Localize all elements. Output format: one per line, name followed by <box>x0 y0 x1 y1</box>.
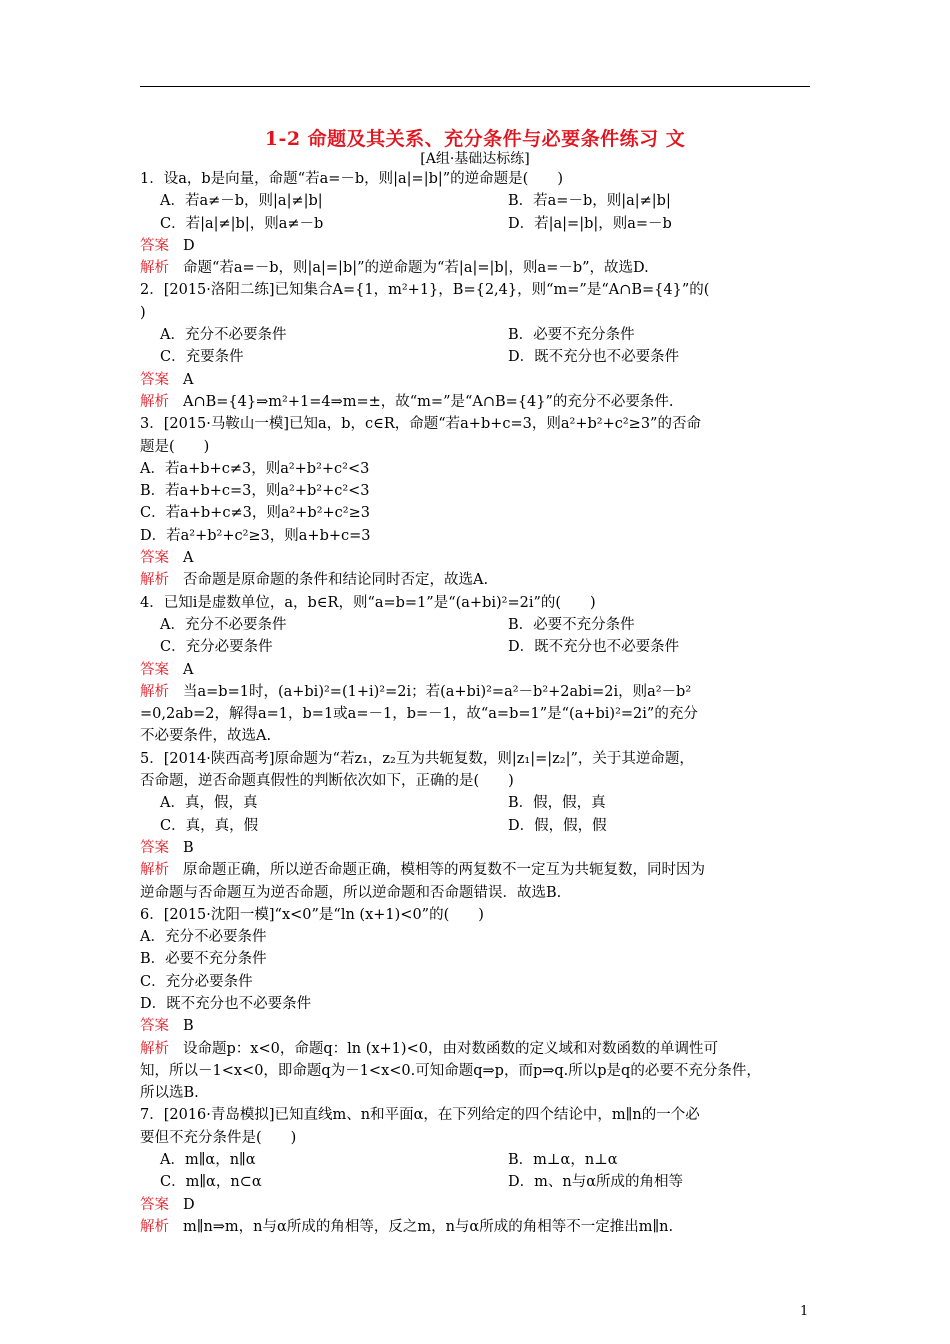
q7-option-d: D．m、n与α所成的角相等 <box>508 1174 684 1191</box>
q6-analysis-line2: 知，所以－1<x<0，即命题q为－1<x<0.可知命题q⇒p，而p⇒q.所以p是q的必要不充分条件， <box>140 1062 761 1079</box>
q5-analysis-text-1: 原命题正确，所以逆否命题正确，模相等的两复数不一定互为共轭复数，同时因为 <box>183 862 705 879</box>
q2-answer <box>140 369 810 391</box>
q5-option-d: D．假，假，假 <box>508 817 607 834</box>
q2-analysis <box>140 391 810 413</box>
answer-label: 答案 <box>140 661 169 678</box>
analysis-label: 解析 <box>140 683 169 700</box>
q7-stem-line1: 7．[2016·青岛模拟]已知直线m、n和平面α，在下列给定的四个结论中，m∥n的一个必 <box>140 1107 700 1124</box>
q7-option-a: A．m∥α，n∥α <box>160 1152 256 1169</box>
q6-stem: 6．[2015·沈阳一模]“x<0”是“ln (x+1)<0”的( ) <box>140 906 484 923</box>
answer-label: 答案 <box>140 839 169 856</box>
q1-options-ab <box>140 190 810 212</box>
q3-stem-line2: 题是( ) <box>140 438 210 455</box>
analysis-label: 解析 <box>140 260 169 277</box>
q7-answer <box>140 1194 810 1216</box>
q4-stem: 4．已知i是虚数单位，a，b∈R，则“a=b=1”是“(a+bi)²=2i”的( ) <box>140 594 596 611</box>
analysis-label: 解析 <box>140 393 169 410</box>
q6-answer-value: B <box>183 1018 194 1035</box>
answer-label: 答案 <box>140 371 169 388</box>
q2-option-a: A．充分不必要条件 <box>160 327 287 344</box>
analysis-label: 解析 <box>140 862 169 879</box>
q6-analysis-line1 <box>140 1038 810 1060</box>
q1-analysis-text: 命题“若a=－b，则|a|=|b|”的逆命题为“若|a|=|b|，则a=－b”，故选D. <box>183 260 649 277</box>
q3-option-a: A．若a+b+c≠3，则a²+b²+c²<3 <box>140 460 370 477</box>
q1-answer-value: D <box>183 237 195 254</box>
q4-answer <box>140 659 810 681</box>
q4-analysis-line3: 不必要条件，故选A. <box>140 728 272 745</box>
q2-options-cd <box>140 346 810 368</box>
q4-option-c: C．充分必要条件 <box>160 639 273 656</box>
q1-analysis <box>140 257 810 279</box>
q3-option-b: B．若a+b+c=3，则a²+b²+c²<3 <box>140 483 370 500</box>
q6-option-a: A．充分不必要条件 <box>140 929 267 946</box>
top-rule <box>140 86 810 87</box>
q1-option-d: D．若|a|=|b|，则a=－b <box>508 215 672 232</box>
q1-answer <box>140 235 810 257</box>
q4-analysis-line2: =0,2ab=2，解得a=1，b=1或a=－1，b=－1，故“a=b=1”是“(a+bi)²=2i”的充分 <box>140 706 698 723</box>
page-title: 1-2 命题及其关系、充分条件与必要条件练习 文 <box>264 128 686 150</box>
q4-analysis-text-1: 当a=b=1时，(a+bi)²=(1+i)²=2i；若(a+bi)²=a²－b²+2abi=2i，则a²－b² <box>183 683 692 700</box>
q2-option-d: D．既不充分也不必要条件 <box>508 349 680 366</box>
q7-option-c: C．m∥α，n⊂α <box>160 1174 262 1191</box>
group-heading: [A组·基础达标练] <box>420 151 530 167</box>
q6-answer <box>140 1015 810 1037</box>
q2-answer-value: A <box>183 371 194 388</box>
q7-option-b: B．m⊥α，n⊥α <box>508 1152 618 1169</box>
q5-answer <box>140 837 810 859</box>
q7-analysis-text: m∥n⇒m，n与α所成的角相等，反之m，n与α所成的角相等不一定推出m∥n. <box>183 1218 674 1235</box>
q6-analysis-line3: 所以选B. <box>140 1085 199 1102</box>
analysis-label: 解析 <box>140 1218 169 1235</box>
q3-option-c: C．若a+b+c≠3，则a²+b²+c²≥3 <box>140 505 370 522</box>
analysis-label: 解析 <box>140 572 169 589</box>
q7-stem-line2: 要但不充分条件是( ) <box>140 1129 297 1146</box>
q4-option-b: B．必要不充分条件 <box>508 616 635 633</box>
q7-options-ab <box>140 1149 810 1171</box>
q1-option-b: B．若a=－b，则|a|≠|b| <box>508 193 671 210</box>
q2-stem-line2: ) <box>140 304 146 321</box>
q1-option-a: A．若a≠－b，则|a|≠|b| <box>160 193 323 210</box>
q4-option-d: D．既不充分也不必要条件 <box>508 639 680 656</box>
q2-options-ab <box>140 324 810 346</box>
q2-analysis-text: A∩B={4}⇒m²+1=4⇒m=±，故“m=”是“A∩B={4}”的充分不必要条件. <box>183 393 674 410</box>
q5-option-b: B．假，假，真 <box>508 795 606 812</box>
q2-option-b: B．必要不充分条件 <box>508 327 635 344</box>
answer-label: 答案 <box>140 1196 169 1213</box>
q5-option-a: A．真，假，真 <box>160 795 258 812</box>
q7-answer-value: D <box>183 1196 195 1213</box>
q3-analysis-text: 否命题是原命题的条件和结论同时否定，故选A. <box>183 572 489 589</box>
q5-answer-value: B <box>183 839 194 856</box>
answer-label: 答案 <box>140 237 169 254</box>
answer-label: 答案 <box>140 1018 169 1035</box>
q5-options-ab <box>140 792 810 814</box>
q3-stem-line1: 3．[2015·马鞍山一模]已知a，b，c∈R，命题“若a+b+c=3，则a²+b²+c²≥3”的否命 <box>140 416 701 433</box>
q3-option-d: D．若a²+b²+c²≥3，则a+b+c=3 <box>140 527 371 544</box>
answer-label: 答案 <box>140 550 169 567</box>
q6-option-d: D．既不充分也不必要条件 <box>140 995 312 1012</box>
q3-analysis <box>140 569 810 591</box>
question-list <box>140 168 810 1238</box>
q1-options-cd <box>140 213 810 235</box>
q3-answer <box>140 547 810 569</box>
q1-option-c: C．若|a|≠|b|，则a≠－b <box>160 215 324 232</box>
q5-analysis-line1 <box>140 859 810 881</box>
q4-analysis-line1 <box>140 681 810 703</box>
q2-option-c: C．充要条件 <box>160 349 244 366</box>
q2-stem-line1: 2．[2015·洛阳二练]已知集合A={1，m²+1}，B={2,4}，则“m=”是“A∩B={4}”的( <box>140 282 710 299</box>
q5-analysis-line2: 逆命题与否命题互为逆否命题，所以逆命题和否命题错误．故选B. <box>140 884 562 901</box>
q6-option-c: C．充分必要条件 <box>140 973 253 990</box>
q4-answer-value: A <box>183 661 194 678</box>
q7-analysis <box>140 1216 810 1238</box>
q5-stem-line1: 5．[2014·陕西高考]原命题为“若z₁，z₂互为共轭复数，则|z₁|=|z₂|”，关于其逆命题， <box>140 750 694 767</box>
q1-stem: 1．设a，b是向量，命题“若a=－b，则|a|=|b|”的逆命题是( ) <box>140 171 563 187</box>
q6-option-b: B．必要不充分条件 <box>140 951 267 968</box>
q7-options-cd <box>140 1171 810 1193</box>
q5-stem-line2: 否命题，逆否命题真假性的判断依次如下，正确的是( ) <box>140 773 514 790</box>
q4-options-ab <box>140 614 810 636</box>
q5-option-c: C．真，真，假 <box>160 817 259 834</box>
page-number: 1 <box>800 1304 809 1319</box>
q4-option-a: A．充分不必要条件 <box>160 616 287 633</box>
q5-options-cd <box>140 815 810 837</box>
q4-options-cd <box>140 636 810 658</box>
analysis-label: 解析 <box>140 1040 169 1057</box>
q6-analysis-text-1: 设命题p：x<0，命题q：ln (x+1)<0，由对数函数的定义域和对数函数的单调性可 <box>183 1040 718 1057</box>
q3-answer-value: A <box>183 550 194 567</box>
